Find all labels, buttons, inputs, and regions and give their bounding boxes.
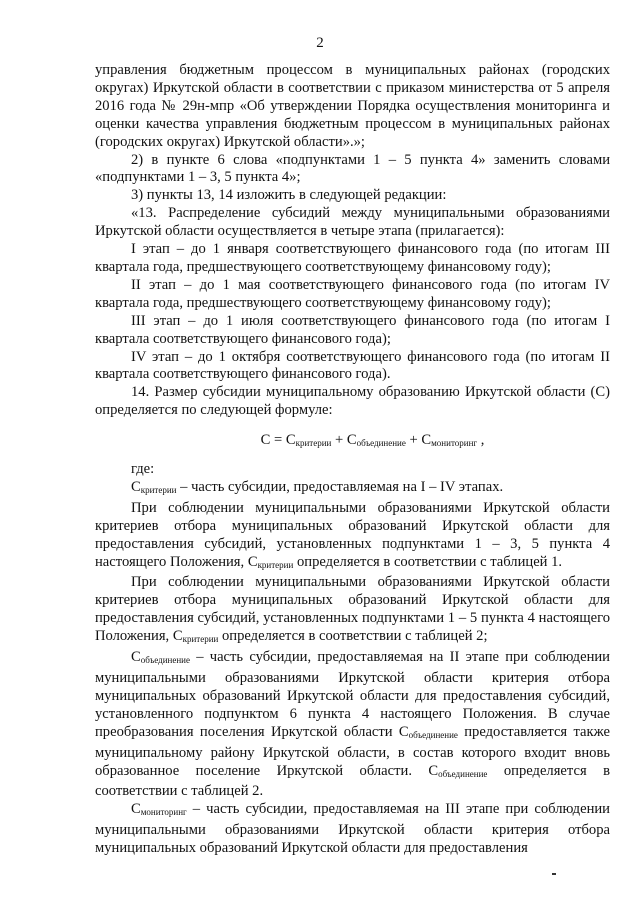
paragraph: II этап – до 1 мая соответствующего финансового года (по итогам IV квартала года, предшествующего соответствующему финансовому году); [95, 276, 610, 311]
paragraph: «13. Распределение субсидий между муниципальными образованиями Иркутской области осуществляется в четыре этапа (прилагается): [95, 205, 610, 240]
document-body [95, 62, 610, 858]
definition-criteria: $С_{критерии}$ – часть субсидии, предоставляемая на I – IV этапах. [131, 478, 504, 495]
scan-mark [552, 873, 556, 875]
paragraph: IV этап – до 1 октября соответствующего финансового года (по итогам II квартала соответствующего финансового года). [95, 348, 610, 383]
definition-merger: $С_{объединение}$ – часть субсидии, предоставляемая на II этапе при соблюдении муниципальными образованиями Иркутской области критерия отбора муниципальных образований Иркутской области для предоставления субсидий, установленного подпунктом 6 пункта 4 настоящего Положения. В случае преобразования поселения Иркутской области $С_{объединение}$ предоставляется также муниципальному району Иркутской области, в состав которого входит вновь образованное поселение Иркутской области. $С_{объединение}$ определяется в соответствии с таблицей 2. [95, 649, 610, 800]
rule-table-2: При соблюдении муниципальными образованиями Иркутской области критериев отбора муниципальных образований Иркутской области для предоставления субсидий, установленных подпунктами 1 – 5 пункта 4 настоящего Положения, $С_{критерии}$ определяется в соответствии с таблицей 2; [95, 574, 610, 645]
where-label: где: [131, 461, 155, 478]
paragraph: 14. Размер субсидии муниципальному образованию Иркутской области (С) определяется по следующей формуле: [95, 384, 610, 419]
definition-monitoring: $С_{мониторинг}$ – часть субсидии, предоставляемая на III этапе при соблюдении муниципальными образованиями Иркутской области критерия отбора муниципальных образований Иркутской области для предоставления [95, 801, 610, 857]
page-number: 2 [316, 35, 324, 51]
paragraph: управления бюджетным процессом в муниципальных районах (городских округах) Иркутской области в соответствии с приказом министерства от 5 апреля 2016 года № 29н-мпр «Об утверждении Порядка осуществления мониторинга и оценки качества управления бюджетным процессом в муниципальных районах (городских округах) Иркутской области».»; [95, 62, 610, 150]
paragraph: 2) в пункте 6 слова «подпунктами 1 – 5 пункта 4» заменить словами «подпунктами 1 – 3, 5 пункта 4»; [95, 151, 610, 186]
paragraph: I этап – до 1 января соответствующего финансового года (по итогам III квартала года, предшествующего соответствующему финансовому году); [95, 241, 610, 275]
rule-table-1: При соблюдении муниципальными образованиями Иркутской области критериев отбора муниципальных образований Иркутской области для предоставления субсидий, установленных подпунктами 1 – 3, 5 пункта 4 настоящего Положения, $С_{критерии}$ определяется в соответствии с таблицей 1. [95, 499, 610, 570]
paragraph: 3) пункты 13, 14 изложить в следующей редакции: [131, 187, 447, 204]
subsidy-formula: $С = С_{критерии} + С_{объединение} + С_{мониторинг}$ , [260, 432, 485, 449]
paragraph: III этап – до 1 июля соответствующего финансового года (по итогам I квартала соответствующего финансового года); [95, 312, 610, 347]
